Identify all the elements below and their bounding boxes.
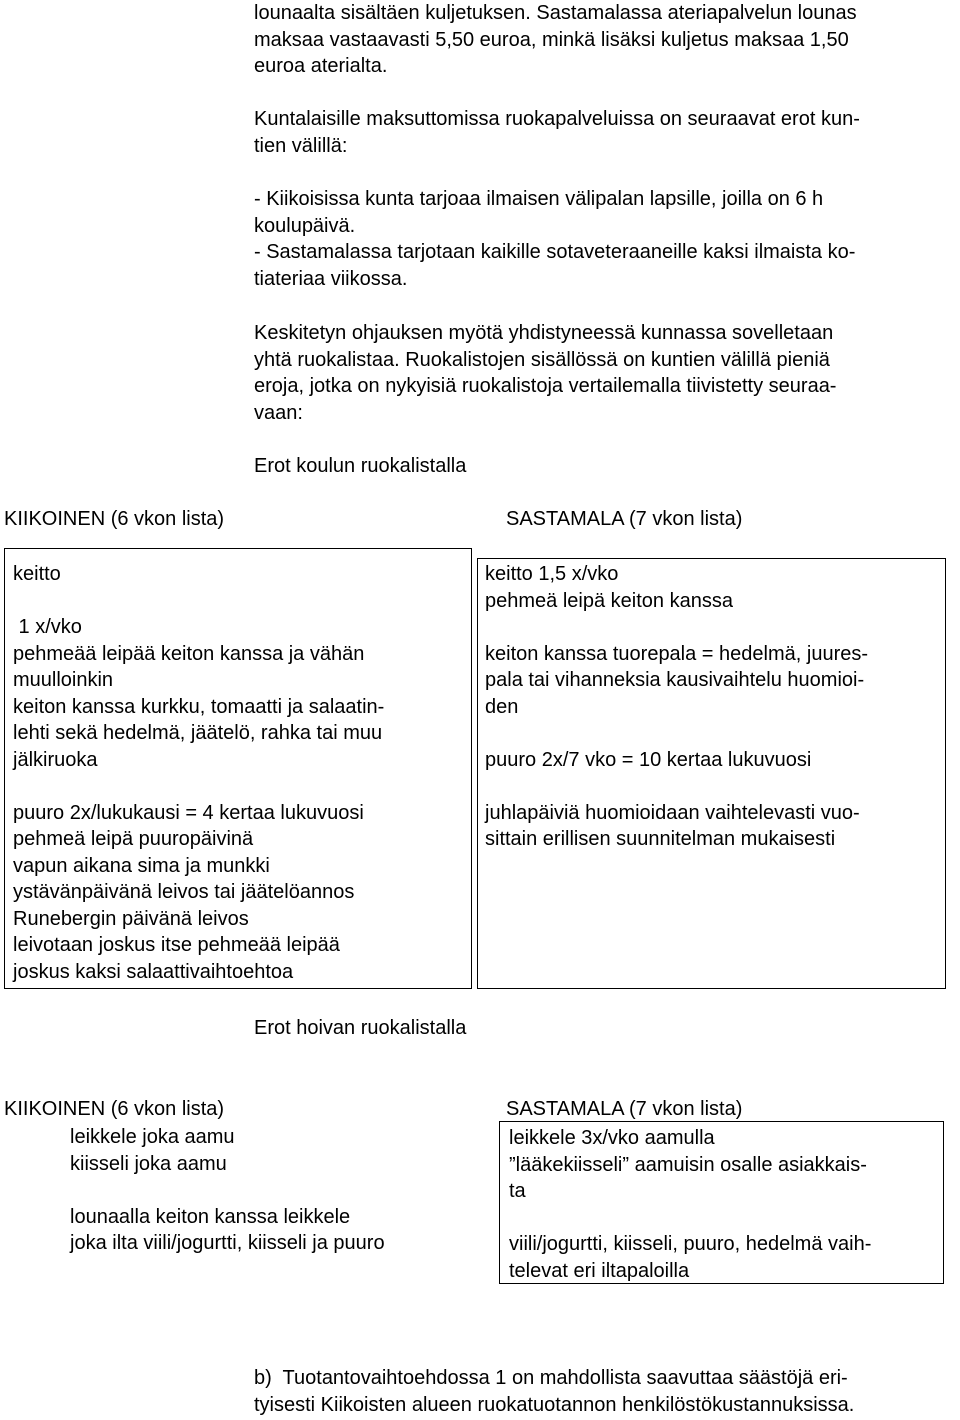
box-line [70, 1177, 385, 1204]
box-line: ystävänpäivänä leivos tai jäätelöannos [13, 881, 355, 903]
box-line [13, 773, 384, 800]
box-line: 1 x/vko [13, 616, 82, 638]
text-line: Keskitetyn ohjauksen myötä yhdistyneessä kunnassa sovelletaan [254, 322, 834, 344]
box-line [509, 1205, 871, 1232]
box-line: keiton kanssa kurkku, tomaatti ja salaatin- [13, 695, 385, 718]
text-line: yhtä ruokalistaa. Ruokalistojen sisällössä on kuntien välillä pieniä [254, 348, 830, 371]
box-line: jälkiruoka [13, 748, 98, 771]
box-line: juhlapäiviä huomioidaan vaihtelevasti vuo- [485, 801, 860, 824]
box-line: joskus kaksi salaattivaihtoehtoa [13, 960, 294, 983]
box-line: lounaalla keiton kanssa leikkele [70, 1205, 351, 1228]
box-line: leivotaan joskus itse pehmeää leipää [13, 934, 340, 956]
box-line: joka ilta viili/jogurtti, kiisseli ja puuro [70, 1232, 385, 1254]
box-line [13, 588, 384, 615]
menu-paragraph [254, 320, 836, 426]
box-line: televat eri iltapaloilla [509, 1259, 690, 1282]
box-line: viili/jogurtti, kiisseli, puuro, hedelmä vaih- [509, 1233, 872, 1255]
box-line: pehmeä leipä puuropäivinä [13, 828, 254, 850]
box-line: keitto [13, 563, 61, 585]
text-line: tien välillä: [254, 134, 348, 157]
box-line: leikkele joka aamu [70, 1126, 235, 1148]
intro-paragraph [254, 0, 857, 80]
box-line [485, 720, 868, 747]
box-line: Runebergin päivänä leivos [13, 907, 249, 930]
care-right-header: SASTAMALA (7 vkon lista) [506, 1098, 743, 1120]
box-line: ta [509, 1180, 526, 1202]
box-line: lehti sekä hedelmä, jäätelö, rahka tai muu [13, 722, 383, 744]
care-sastamala-box [499, 1121, 944, 1284]
school-left-header: KIIKOINEN (6 vkon lista) [4, 508, 225, 530]
box-line: pehmeä leipä keiton kanssa [485, 589, 733, 612]
box-line: keiton kanssa tuorepala = hedelmä, juures- [485, 642, 869, 665]
care-kiikoinen-box [60, 1121, 453, 1268]
box-line: den [485, 695, 519, 718]
box-line [485, 773, 868, 800]
school-right-header: SASTAMALA (7 vkon lista) [506, 508, 743, 530]
text-line: euroa aterialta. [254, 55, 388, 77]
bullet-line: - Kiikoisissa kunta tarjoaa ilmaisen välipalan lapsille, joilla on 6 h [254, 188, 824, 210]
box-line: kiisseli joka aamu [70, 1152, 227, 1175]
box-line: pehmeää leipää keiton kanssa ja vähän [13, 642, 365, 665]
box-line: sittain erillisen suunnitelman mukaisesti [485, 828, 836, 850]
text-line: Kuntalaisille maksuttomissa ruokapalveluissa on seuraavat erot kun- [254, 108, 860, 130]
text-line: maksaa vastaavasti 5,50 euroa, minkä lisäksi kuljetus maksaa 1,50 [254, 28, 849, 51]
bullet-line: - Sastamalassa tarjotaan kaikille sotaveteraaneille kaksi ilmaista ko- [254, 241, 856, 263]
box-line: pala tai vihanneksia kausivaihtelu huomioi- [485, 669, 865, 691]
bullet-line: koulupäivä. [254, 214, 356, 237]
school-kiikoinen-box [4, 548, 472, 989]
box-line: vapun aikana sima ja munkki [13, 854, 270, 877]
text-line: vaan: [254, 401, 303, 424]
text-line: eroja, jotka on nykyisiä ruokalistoja vertailemalla tiivistetty seuraa- [254, 375, 837, 397]
box-line: keitto 1,5 x/vko [485, 563, 619, 585]
box-line: puuro 2x/7 vko = 10 kertaa lukuvuosi [485, 748, 812, 771]
care-menu-heading: Erot hoivan ruokalistalla [254, 1017, 467, 1039]
box-line: leikkele 3x/vko aamulla [509, 1127, 715, 1149]
box-line: ”lääkekiisseli” aamuisin osalle asiakkais- [509, 1153, 867, 1176]
school-menu-heading: Erot koulun ruokalistalla [254, 455, 467, 477]
text-line: b) Tuotantovaihtoehdossa 1 on mahdollista saavuttaa säästöjä eri- [254, 1367, 848, 1389]
school-sastamala-box [477, 558, 946, 989]
box-line: puuro 2x/lukukausi = 4 kertaa lukuvuosi [13, 801, 364, 824]
care-left-header: KIIKOINEN (6 vkon lista) [4, 1098, 225, 1120]
difference-bullets [254, 186, 855, 292]
text-line: tyisesti Kiikoisten alueen ruokatuotannon henkilöstökustannuksissa. [254, 1393, 855, 1416]
section-b-paragraph [254, 1365, 854, 1418]
box-line: muulloinkin [13, 669, 114, 691]
text-line: lounaalta sisältäen kuljetuksen. Sastamalassa ateriapalvelun lounas [254, 2, 857, 24]
bullet-line: tiateriaa viikossa. [254, 267, 408, 290]
differences-paragraph [254, 106, 860, 159]
box-line [485, 614, 868, 641]
